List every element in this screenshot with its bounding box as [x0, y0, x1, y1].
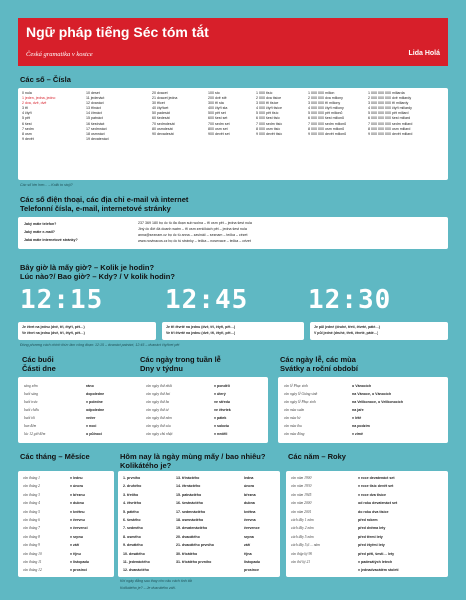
- list-item: 12 dvanáct: [86, 101, 104, 106]
- list-item: 3 000 000 000 tři miliardy: [368, 101, 409, 106]
- list-item: vào ngày lễ Phục sinh: [284, 400, 316, 404]
- numbers-title: Các số – Čísla: [20, 75, 71, 84]
- list-item: 2 000 000 000 dvě miliardy: [368, 96, 412, 101]
- list-item: 6. šestého: [123, 518, 141, 523]
- list-item: 20 dvacet: [152, 91, 168, 95]
- list-item: vào ngày thứ sáu: [146, 424, 171, 428]
- list-item: 18 osmnáct: [86, 131, 105, 136]
- list-item: 70 sedmdesát: [152, 121, 175, 126]
- numbers-note: Các số lớn hơn... – Kolik to stojí?: [20, 183, 73, 187]
- list-item: vào tháng 7: [23, 526, 40, 531]
- weekdays-title-vi: Các ngày trong tuần lễ: [140, 355, 221, 364]
- list-item: cách đây 1 năm: [291, 518, 314, 523]
- list-item: 30. třicátého: [176, 551, 198, 556]
- list-item: Jaký máte e-mail?: [24, 230, 55, 234]
- list-item: 6 000 000 šest milionů: [308, 116, 344, 121]
- phone-title-vi: Các số điện thoại, các địa chỉ e-mail và internet: [20, 195, 189, 204]
- list-item: 9. devátého: [123, 543, 143, 548]
- list-item: 14 čtrnáct: [86, 111, 102, 116]
- list-item: vào thế kỷ 21: [291, 560, 311, 565]
- list-item: v zimě: [352, 432, 363, 436]
- list-item: září: [244, 543, 251, 548]
- list-item: v červnu: [70, 518, 85, 523]
- list-item: v jednadvacátém století: [358, 568, 399, 573]
- list-item: 5 pět: [22, 116, 30, 121]
- time-caption-card-1: [18, 322, 156, 340]
- list-item: 2 000 000 dva miliony: [308, 96, 343, 101]
- list-item: v dubnu: [70, 501, 84, 506]
- list-item: ban đêm: [24, 424, 37, 428]
- list-item: vào mùa đông: [284, 432, 305, 436]
- list-item: 1 jeden, jedna, jedno: [22, 96, 56, 101]
- list-item: 19. devatenáctého: [176, 526, 208, 531]
- list-item: anna@seznam.cz bọ ốc tù anna – zavináč – seznam – tečka – cézet: [138, 233, 248, 237]
- list-item: buổi sáng: [24, 392, 39, 396]
- list-item: 5 000 pět tisíc: [256, 111, 279, 116]
- time-caption-3b: V půl jedné (druhé, třetí, čtvrté, páté…): [314, 331, 379, 335]
- author-name: Lida Holá: [408, 50, 440, 57]
- list-item: vào lễ Phục sinh: [284, 384, 308, 388]
- list-item: 2 dva, dvě, dvě: [22, 101, 47, 106]
- list-item: odpoledne: [86, 408, 105, 412]
- list-item: vào mùa hè: [284, 416, 301, 420]
- list-item: v poledne: [86, 400, 103, 404]
- list-item: lúc 12 giờ đêm: [24, 432, 46, 436]
- list-item: v únoru: [70, 484, 84, 489]
- list-item: vào mùa thu: [284, 424, 302, 428]
- list-item: večer: [86, 416, 96, 420]
- list-item: 1 000 tisíc: [256, 91, 273, 95]
- list-item: 500 pět set: [208, 111, 226, 116]
- list-item: vào ngày thứ ba: [146, 400, 170, 404]
- months-card: [18, 471, 114, 577]
- clock-1230: 12:30: [308, 285, 392, 315]
- numbers-col-5: [256, 91, 304, 137]
- years-vi-list: [291, 474, 355, 566]
- weekdays-title-cs: Dny v týdnu: [140, 364, 183, 373]
- list-item: před čtyřmi lety: [358, 543, 385, 548]
- list-item: 3 000 000 tři miliony: [308, 101, 341, 106]
- list-item: vào tháng 10: [23, 551, 42, 556]
- list-item: 30 třicet: [152, 101, 165, 106]
- list-item: vào tháng 4: [23, 501, 40, 506]
- list-item: 8 000 000 osm milionů: [308, 126, 345, 131]
- list-item: 3 tři: [22, 106, 28, 111]
- page-title: Ngữ pháp tiếng Séc tóm tắt: [26, 24, 209, 40]
- list-item: června: [244, 518, 256, 523]
- list-item: 12. dvanáctého: [123, 568, 149, 573]
- list-item: před dvěma lety: [358, 526, 386, 531]
- list-item: 9 000 devět tisíc: [256, 131, 283, 136]
- title-banner: [18, 18, 448, 66]
- list-item: vào ngày thứ năm: [146, 416, 172, 420]
- list-item: od roku devatenáct set: [358, 501, 398, 506]
- time-caption-2a: Je tři čtvrtě na jednu (dvě, tři, čtyři, pět…): [166, 325, 236, 329]
- list-item: vào ngày thứ hai: [146, 392, 171, 396]
- list-item: 1 000 000 000 miliarda: [368, 91, 405, 95]
- list-item: 11. jedenáctého: [123, 560, 150, 565]
- list-item: října: [244, 551, 252, 556]
- time-caption-3a: Je půl jedné (druhé, třetí, čtvrté, páté…): [314, 325, 380, 329]
- dates-note-2: Kolikátého je? – Je dvacátého září.: [120, 586, 176, 590]
- list-item: na jaře: [352, 408, 364, 412]
- list-item: www.novinacos.cz bọ ốc tù stránky – tečka – nosevace – tečka – cézet: [138, 239, 251, 243]
- list-item: 300 tři sta: [208, 101, 224, 106]
- list-item: 100 sto: [208, 91, 220, 95]
- list-item: 200 dvě stě: [208, 96, 227, 101]
- list-item: v říjnu: [70, 551, 81, 556]
- months-title: Các tháng – Měsíce: [20, 452, 90, 461]
- list-item: 4 000 čtyři tisíce: [256, 106, 282, 111]
- list-item: vào tháng 3: [23, 492, 40, 497]
- list-item: cách đây 2 năm: [291, 526, 314, 531]
- months-vi-list: [23, 474, 67, 575]
- list-item: 7 000 000 sedm milionů: [308, 121, 347, 126]
- list-item: do roku dva tisíce: [358, 509, 389, 514]
- list-item: 8 000 000 000 osm miliard: [368, 126, 411, 131]
- list-item: v květnu: [70, 509, 85, 514]
- list-item: vào năm 1900: [291, 476, 312, 480]
- list-item: 8 osm: [22, 131, 32, 136]
- list-item: 800 osm set: [208, 126, 228, 131]
- list-item: 4. čtvrtého: [123, 501, 142, 506]
- list-item: vào tháng 6: [23, 518, 40, 523]
- list-item: 8. osmého: [123, 534, 141, 539]
- numbers-col-7: [368, 91, 446, 137]
- list-item: 900 devět set: [208, 131, 230, 136]
- list-item: 5. pátého: [123, 509, 139, 514]
- list-item: ve čtvrtek: [214, 408, 231, 412]
- list-item: 5 000 000 000 pět miliard: [368, 111, 409, 116]
- list-item: 4 čtyři: [22, 111, 32, 116]
- list-item: 13. třináctého: [176, 476, 200, 480]
- list-item: ledna: [244, 476, 254, 480]
- clock-1215: 12:15: [20, 285, 104, 315]
- numbers-card: [18, 88, 448, 180]
- list-item: 11 jedenáct: [86, 96, 105, 101]
- list-item: 9 000 000 devět milionů: [308, 131, 347, 136]
- list-item: 1 000 000 milion: [308, 91, 335, 95]
- list-item: 2. druhého: [123, 484, 142, 489]
- phone-card: [18, 217, 448, 249]
- holidays-card: [278, 377, 448, 443]
- list-item: na Velikonoce, o Velikonocích: [352, 400, 404, 404]
- list-item: vào năm 1945: [291, 492, 312, 497]
- list-item: v září: [70, 543, 80, 548]
- list-item: 3. třetího: [123, 492, 139, 497]
- phone-labels: [24, 220, 134, 244]
- dates-card: [118, 471, 280, 577]
- time-title-cs: Lúc nào?/ Bao giờ? – Kdy? / V kolik hodin?: [20, 272, 175, 281]
- list-item: 700 sedm set: [208, 121, 230, 126]
- dayparts-title-cs: Části dne: [22, 364, 56, 373]
- years-title: Các năm – Roky: [288, 452, 346, 461]
- list-item: vào năm 1930: [291, 484, 312, 489]
- list-item: 9 devět: [22, 136, 34, 141]
- list-item: Jaká máte internetové stránky?: [24, 238, 78, 242]
- list-item: 7 000 sedm tisíc: [256, 121, 283, 126]
- list-item: sáng sớm: [24, 384, 38, 388]
- list-item: vào năm 2000: [291, 501, 312, 506]
- list-item: dubna: [244, 501, 255, 506]
- list-item: dopoledne: [86, 392, 105, 396]
- dates-col-2: [176, 474, 240, 566]
- list-item: 10. desátého: [123, 551, 145, 556]
- list-item: vào năm 2001: [291, 509, 312, 514]
- list-item: vào ngày thứ nhất: [146, 384, 173, 388]
- list-item: cách đây 5,6 ... năm: [291, 543, 320, 548]
- phone-values: [138, 220, 438, 244]
- weekdays-vi-list: [146, 382, 210, 438]
- list-item: srpna: [244, 534, 254, 539]
- list-item: v roce devatenáct set: [358, 476, 395, 480]
- list-item: v srpnu: [70, 534, 83, 539]
- list-item: vào tháng 5: [23, 509, 40, 514]
- list-item: před třemi lety: [358, 534, 383, 539]
- numbers-col-2: [86, 91, 146, 142]
- list-item: července: [244, 526, 260, 531]
- list-item: v roce tisíc devět set: [358, 484, 394, 489]
- list-item: v padesátých letech: [358, 560, 393, 565]
- list-item: v neděli: [214, 432, 228, 436]
- list-item: o půlnoci: [86, 432, 102, 436]
- list-item: 400 čtyři sta: [208, 106, 228, 111]
- phone-title-cs: Telefonní čísla, e-mail, internetové stránky: [20, 204, 171, 213]
- list-item: vào tháng 9: [23, 543, 40, 548]
- years-cs-list: [358, 474, 446, 575]
- numbers-col-1: [22, 91, 78, 142]
- list-item: ráno: [86, 384, 94, 388]
- list-item: února: [244, 484, 254, 489]
- list-item: v sobotu: [214, 424, 229, 428]
- list-item: buổi chiều: [24, 408, 40, 412]
- dates-note-1: Khi ngày đằng sau thay cho câu cách tính tắt: [120, 579, 192, 583]
- months-cs-list: [70, 474, 112, 575]
- list-item: v pátek: [214, 416, 227, 420]
- list-item: v červenci: [70, 526, 88, 531]
- list-item: cách đây 5 năm: [291, 534, 314, 539]
- holidays-title-vi: Các ngày lễ, các mùa: [280, 355, 356, 364]
- clock-1245: 12:45: [165, 285, 249, 315]
- time-title-vi: Bây giờ là mấy giờ? – Kolik je hodin?: [20, 263, 155, 272]
- list-item: listopadu: [244, 560, 260, 565]
- dayparts-cs-list: [86, 382, 141, 438]
- list-item: před rokem: [358, 518, 378, 523]
- list-item: 40 čtyřicet: [152, 106, 169, 111]
- list-item: 6 šest: [22, 121, 32, 126]
- list-item: vào tháng 11: [23, 560, 42, 565]
- list-item: vào ngày lễ Giáng sinh: [284, 392, 318, 396]
- page-subtitle: Česká gramatika v kostce: [26, 51, 93, 58]
- list-item: v roce dva tisíce: [358, 492, 386, 497]
- list-item: Jaký máte telefon?: [24, 222, 57, 226]
- list-item: 3 000 tři tisíce: [256, 101, 279, 106]
- list-item: 6 000 000 000 šest miliard: [368, 116, 411, 121]
- list-item: 7. sedmého: [123, 526, 143, 531]
- list-item: 2 000 dva tisíce: [256, 96, 282, 101]
- list-item: 16. šestnáctého: [176, 501, 203, 506]
- numbers-col-6: [308, 91, 364, 137]
- time-caption-card-2: [162, 322, 304, 340]
- weekdays-cs-list: [214, 382, 266, 438]
- list-item: 19 devatenáct: [86, 136, 109, 141]
- time-caption-2b: Ve tři čtvrtě na jednu (dvě, tři, čtyři, pět…): [166, 331, 236, 335]
- dayparts-vi-list: [24, 382, 82, 438]
- list-item: na podzim: [352, 424, 370, 428]
- dates-title-vi: Hôm nay là ngày mùng mấy / bao nhiêu?: [120, 452, 266, 461]
- list-item: vào thập kỷ 90: [291, 551, 313, 556]
- list-item: 60 šedesát: [152, 116, 170, 121]
- list-item: v listopadu: [70, 560, 89, 565]
- list-item: 600 šest set: [208, 116, 228, 121]
- list-item: v noci: [86, 424, 97, 428]
- list-item: 18. osmnáctého: [176, 518, 204, 523]
- list-item: vào tháng 12: [23, 568, 42, 573]
- time-note: Đồng phương cách chính thức làm công đoạn: 12:15 – dvanáct patnáct, 12:45 – dvanáct čtyřicet pět: [20, 343, 180, 347]
- list-item: Jiný ốc đời đá doanh watm – tři osm zeničkách pět – jedna šest nula: [138, 227, 247, 231]
- list-item: vào mùa xuân: [284, 408, 305, 412]
- list-item: 15 patnáct: [86, 116, 103, 121]
- list-item: 5 000 000 pět milionů: [308, 111, 343, 116]
- numbers-col-4: [208, 91, 253, 137]
- holidays-vi-list: [284, 382, 348, 438]
- list-item: na Vánoce, o Vánocích: [352, 392, 392, 396]
- dayparts-title-vi: Các buổi: [22, 355, 54, 364]
- holidays-title-cs: Svátky a roční období: [280, 364, 358, 373]
- list-item: vào ngày chủ nhật: [146, 432, 173, 436]
- list-item: 20. dvacátého: [176, 534, 200, 539]
- list-item: 4 000 000 000 čtyři miliardy: [368, 106, 412, 111]
- list-item: 8 000 osm tisíc: [256, 126, 281, 131]
- dates-title-cs: Kolikátého je?: [120, 461, 172, 470]
- holidays-cs-list: [352, 382, 446, 438]
- list-item: 17 sedmnáct: [86, 126, 107, 131]
- list-item: 13 třináct: [86, 106, 101, 111]
- time-caption-1a: Je čtvrt na jednu (dvě, tři, čtyři, pět…): [22, 325, 85, 329]
- list-item: května: [244, 509, 256, 514]
- list-item: 7 sedm: [22, 126, 34, 131]
- list-item: 31. třicátého prvního: [176, 560, 212, 565]
- list-item: 237 369 180 bọ ốc tù đa đoạn sub wolna – tři osm pět – jedna šest nula: [138, 221, 252, 225]
- list-item: v pondělí: [214, 384, 230, 388]
- list-item: března: [244, 492, 256, 497]
- years-card: [286, 471, 448, 577]
- list-item: v březnu: [70, 492, 85, 497]
- list-item: 1. prvního: [123, 476, 141, 480]
- time-caption-card-3: [310, 322, 448, 340]
- list-item: před pěti, šesti… lety: [358, 551, 395, 556]
- list-item: 0 nula: [22, 91, 32, 95]
- list-item: 9 000 000 000 devět miliard: [368, 131, 413, 136]
- list-item: 50 padesát: [152, 111, 170, 116]
- list-item: vào ngày thứ tư: [146, 408, 169, 412]
- list-item: v úterý: [214, 392, 226, 396]
- dayparts-card: [18, 377, 144, 443]
- dates-col-1: [123, 474, 175, 575]
- list-item: buổi tối: [24, 416, 36, 420]
- list-item: 14. čtrnáctého: [176, 484, 201, 489]
- list-item: 4 000 000 čtyři miliony: [308, 106, 344, 111]
- list-item: vào tháng 1: [23, 476, 40, 480]
- list-item: vào tháng 2: [23, 484, 40, 489]
- list-item: v prosinci: [70, 568, 87, 573]
- list-item: vào tháng 8: [23, 534, 40, 539]
- list-item: 7 000 000 000 sedm miliard: [368, 121, 413, 126]
- dates-col-3: [244, 474, 278, 575]
- list-item: 80 osmdesát: [152, 126, 173, 131]
- list-item: 90 devadesát: [152, 131, 174, 136]
- list-item: 6 000 šest tisíc: [256, 116, 280, 121]
- list-item: buổi trưa: [24, 400, 38, 404]
- list-item: o Vánocích: [352, 384, 372, 388]
- list-item: v lednu: [70, 476, 83, 480]
- list-item: prosince: [244, 568, 259, 573]
- list-item: v létě: [352, 416, 362, 420]
- time-caption-1b: Ve čtvrt na jednu (dvě, tři, čtyři, pět…): [22, 331, 85, 335]
- list-item: 16 šestnáct: [86, 121, 105, 126]
- list-item: 21. dvacátého prvního: [176, 543, 214, 548]
- list-item: 10 deset: [86, 91, 100, 95]
- numbers-col-3: [152, 91, 200, 137]
- weekdays-card: [140, 377, 268, 443]
- list-item: ve středu: [214, 400, 230, 404]
- list-item: 17. sedmnáctého: [176, 509, 206, 514]
- list-item: 15. patnáctého: [176, 492, 202, 497]
- list-item: 21 dvacet jedna: [152, 96, 178, 101]
